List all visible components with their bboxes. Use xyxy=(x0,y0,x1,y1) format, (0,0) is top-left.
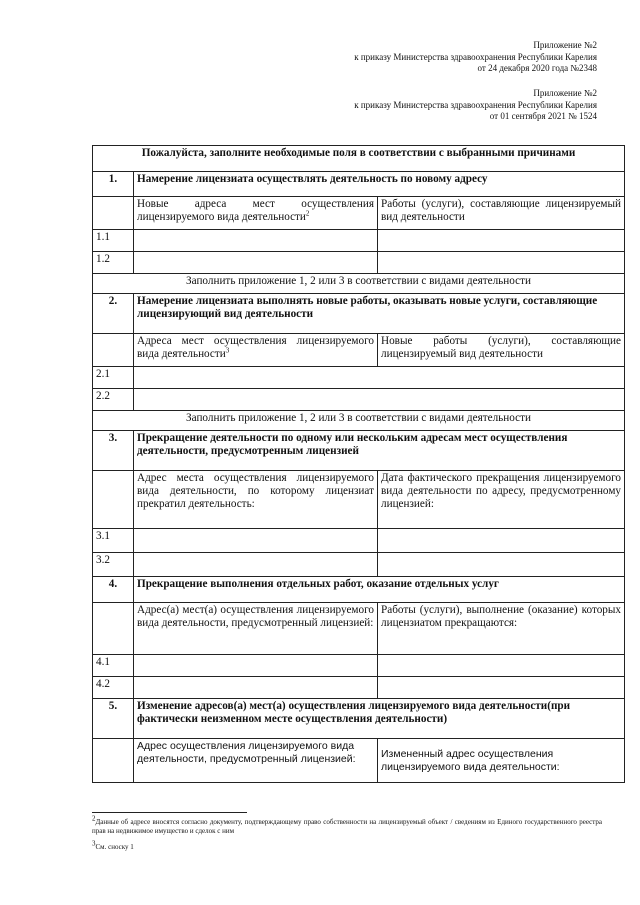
section-2-blank-cell xyxy=(93,334,134,367)
footnote-3: $^3$См. сноску 1 xyxy=(92,839,134,851)
section-5-blank-cell xyxy=(93,739,134,783)
section-1-col1-header: Новые адреса мест осуществления лицензируемого вида деятельности$^2$ xyxy=(134,197,378,230)
section-1-number: 1. xyxy=(93,172,134,197)
section-1-blank-cell xyxy=(93,197,134,230)
footnote-separator xyxy=(92,812,247,813)
row-3-1-address-input[interactable] xyxy=(134,529,378,553)
row-1-1-works-input[interactable] xyxy=(378,230,625,252)
section-5-number: 5. xyxy=(93,699,134,739)
row-1-1-label: 1.1 xyxy=(93,230,134,252)
section-3-col1-header: Адрес места осуществления лицензируемого вида деятельности, по которому лицензиат прекратил деятельность: xyxy=(134,471,378,529)
row-4-1-address-input[interactable] xyxy=(134,655,378,677)
section-1-title: Намерение лицензиата осуществлять деятельность по новому адресу xyxy=(134,172,625,197)
section-2-col1-header: Адреса мест осуществления лицензируемого вида деятельности$^3$ xyxy=(134,334,378,367)
section-2-col2-header: Новые работы (услуги), составляющие лицензируемый вид деятельности xyxy=(378,334,625,367)
section-5-col2-header: Измененный адрес осуществления лицензируемого вида деятельности: xyxy=(378,739,625,783)
row-3-2-address-input[interactable] xyxy=(134,553,378,577)
section-4-number: 4. xyxy=(93,577,134,603)
section-3-blank-cell xyxy=(93,471,134,529)
header-2-line-3: от 01 сентября 2021 № 1524 xyxy=(489,111,597,122)
section-3-number: 3. xyxy=(93,431,134,471)
row-2-1-label: 2.1 xyxy=(93,367,134,389)
row-3-2-date-input[interactable] xyxy=(378,553,625,577)
footnote-2: $^2$Данные об адресе вносятся согласно документу, подтверждающему право собственности на лицензируемый объект / сведениям из Единого государственного реестра прав на недвижимое имущество и сделок с ним xyxy=(92,814,602,835)
section-5-col1-header: Адрес осуществления лицензируемого вида деятельности, предусмотренный лицензией: xyxy=(134,739,378,783)
form-title: Пожалуйста, заполните необходимые поля в соответствии с выбранными причинами xyxy=(93,146,625,172)
row-1-1-address-input[interactable] xyxy=(134,230,378,252)
row-3-1-date-input[interactable] xyxy=(378,529,625,553)
row-2-2-label: 2.2 xyxy=(93,389,134,411)
header-2-line-2: к приказу Министерства здравоохранения Республики Карелия xyxy=(354,99,597,110)
section-3-title: Прекращение деятельности по одному или нескольким адресам мест осуществления деятельности, предусмотренным лицензией xyxy=(134,431,625,471)
section-4-col2-header: Работы (услуги), выполнение (оказание) которых лицензиатом прекращаются: xyxy=(378,603,625,655)
row-4-2-address-input[interactable] xyxy=(134,677,378,699)
section-4-col1-header: Адрес(а) мест(а) осуществления лицензируемого вида деятельности, предусмотренный лицензией: xyxy=(134,603,378,655)
header-2-line-1: Приложение №2 xyxy=(533,88,597,98)
row-1-2-label: 1.2 xyxy=(93,252,134,274)
section-3-col2-header: Дата фактического прекращения лицензируемого вида деятельности по адресу, предусмотренному лицензией: xyxy=(378,471,625,529)
header-1-line-2: к приказу Министерства здравоохранения Республики Карелия xyxy=(354,51,597,62)
row-3-1-label: 3.1 xyxy=(93,529,134,553)
row-4-1-label: 4.1 xyxy=(93,655,134,677)
row-1-2-address-input[interactable] xyxy=(134,252,378,274)
header-1-line-1: Приложение №2 xyxy=(533,40,597,50)
row-4-1-works-input[interactable] xyxy=(378,655,625,677)
section-1-note: Заполнить приложение 1, 2 или 3 в соответствии с видами деятельности xyxy=(93,274,625,294)
section-4-blank-cell xyxy=(93,603,134,655)
section-2-note: Заполнить приложение 1, 2 или 3 в соответствии с видами деятельности xyxy=(93,411,625,431)
row-4-2-label: 4.2 xyxy=(93,677,134,699)
row-3-2-label: 3.2 xyxy=(93,553,134,577)
header-block-1 xyxy=(354,40,597,75)
row-2-1-input[interactable] xyxy=(134,367,625,389)
license-form-table xyxy=(92,145,625,783)
row-4-2-works-input[interactable] xyxy=(378,677,625,699)
section-4-title: Прекращение выполнения отдельных работ, оказание отдельных услуг xyxy=(134,577,625,603)
section-5-title: Изменение адресов(а) мест(а) осуществления лицензируемого вида деятельности(при фактически неизменном месте осуществления деятельности) xyxy=(134,699,625,739)
section-2-number: 2. xyxy=(93,294,134,334)
section-1-col2-header: Работы (услуги), составляющие лицензируемый вид деятельности xyxy=(378,197,625,230)
header-block-2 xyxy=(354,88,597,123)
row-1-2-works-input[interactable] xyxy=(378,252,625,274)
section-2-title: Намерение лицензиата выполнять новые работы, оказывать новые услуги, составляющие лицензирующий вид деятельности xyxy=(134,294,625,334)
header-1-line-3: от 24 декабря 2020 года №2348 xyxy=(477,63,597,74)
row-2-2-input[interactable] xyxy=(134,389,625,411)
